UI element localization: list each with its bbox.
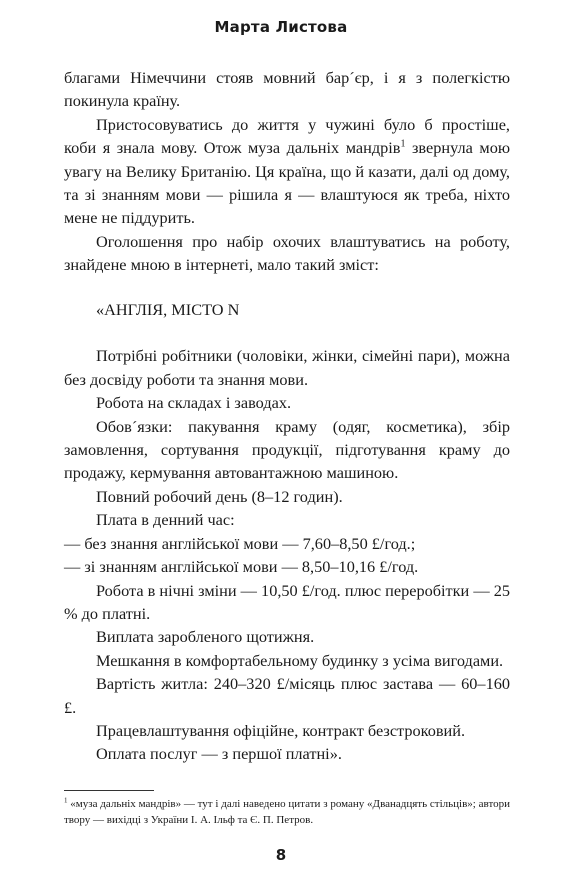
ad-line-night-shift: Робота в нічні зміни — 10,50 £/год. плюс переробітки — 25 % до платні.: [64, 580, 510, 623]
ad-line-hours: Повний робочий день (8–12 годин).: [96, 486, 343, 506]
footnote-reference: 1: [400, 138, 406, 150]
ad-title: «АНГЛІЯ, МІСТО N: [96, 299, 240, 319]
paragraph-continuation: благами Німеччини стояв мовний бар´єр, і я з полегкістю покинула країну.: [64, 68, 510, 111]
paragraph-muse-start: Пристосовуватись до життя у чужині було б простіше, коби я знала мову. Отож муза дальніх мандрів: [64, 114, 510, 158]
footnote-divider: [64, 790, 154, 791]
ad-line-housing: Мешкання в комфортабельному будинку з усіма вигодами.: [96, 650, 504, 670]
ad-line-pay-heading: Плата в денний час:: [96, 510, 235, 530]
paragraph-muse-end: звернула мою увагу на Велику Британію. Ця країна, що й казати, далі од дому, та зі знанням мови — рішила я — влаштуюся як треба, ніхто мене не піддурить.: [64, 138, 510, 228]
ad-line-pay-english: — зі знанням англійської мови — 8,50–10,16 £/год.: [64, 557, 419, 577]
ad-line-contract: Працевлаштування офіційне, контракт безстроковий.: [96, 720, 466, 740]
ad-line-pay-no-english: — без знання англійської мови — 7,60–8,50 £/год.;: [64, 533, 416, 553]
ad-line-fees: Оплата послуг — з першої платні».: [96, 744, 342, 764]
ad-line-duties: Обов´язки: пакування краму (одяг, косметика), збір замовлення, сортування продукції, підготування краму до продажу, кермування автовантажною машиною.: [64, 416, 510, 483]
footnote: [64, 796, 510, 828]
footnote-marker: 1: [64, 796, 68, 805]
running-header-author: Марта Листова: [214, 18, 348, 36]
ad-line-workplaces: Робота на складах і заводах.: [96, 393, 292, 413]
paragraph-announcement: Оголошення про набір охочих влаштуватись на роботу, знайдене мною в інтернеті, мало такий зміст:: [64, 231, 510, 275]
ad-line-weekly-pay: Виплата заробленого щотижня.: [96, 627, 315, 647]
ad-line-workers: Потрібні робітники (чоловіки, жінки, сімейні пари), можна без досвіду роботи та знання мови.: [64, 346, 510, 389]
page-number: 8: [275, 846, 287, 864]
footnote-text: «муза дальніх мандрів» — тут і далі наведено цитати з роману «Дванадцять стільців»; автори твору — вихідці з України І. А. Ільф та Є. П. Петров.: [64, 798, 510, 826]
paragraph-muse: [64, 113, 510, 230]
page-body: [64, 66, 510, 766]
ad-line-housing-cost: Вартість житла: 240–320 £/місяць плюс застава — 60–160 £.: [64, 674, 510, 717]
